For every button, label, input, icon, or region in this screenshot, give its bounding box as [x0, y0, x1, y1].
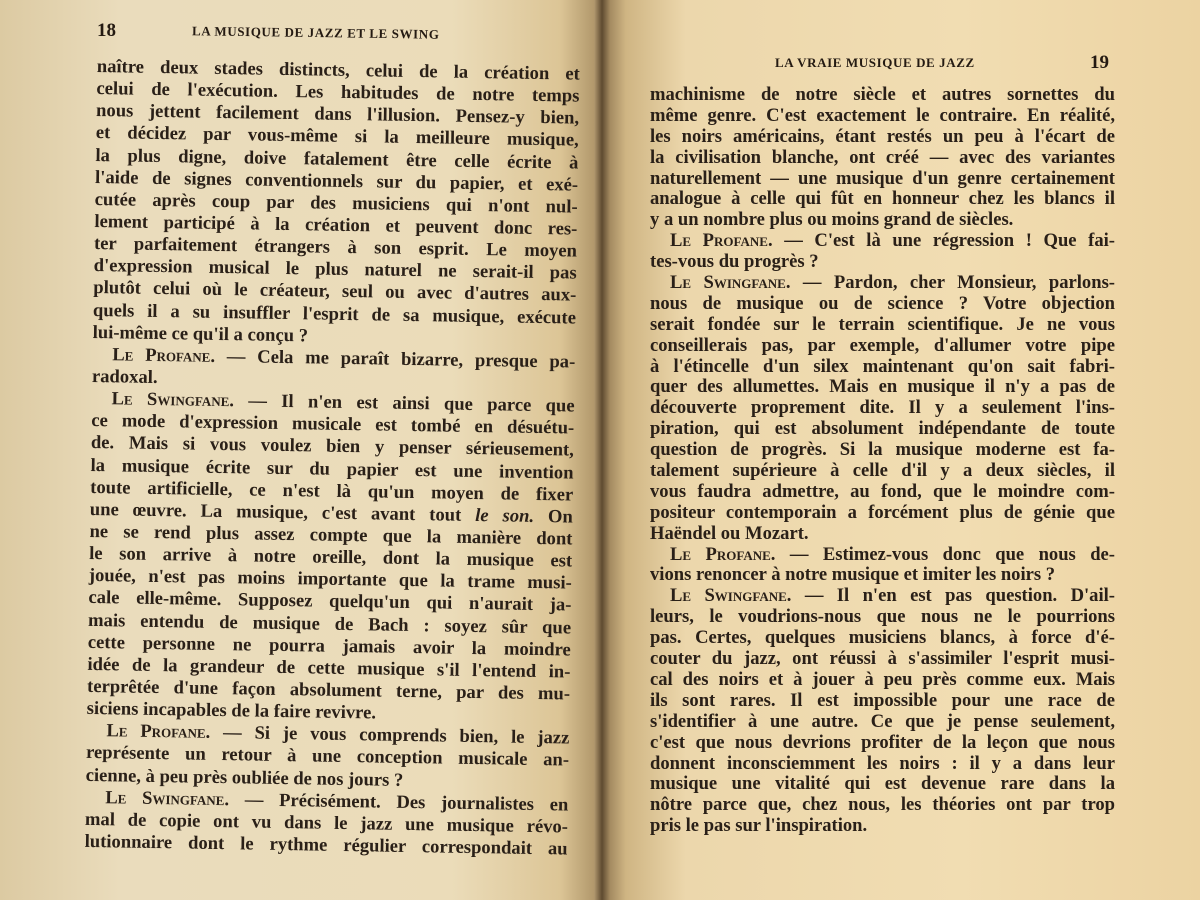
- line-text: s'identifier à une autre. Ce que je pense seulement,: [650, 710, 1115, 732]
- line-text: idée de la grandeur de cette musique s'il l'entend in-: [87, 653, 571, 683]
- line-text: vous faudra admettre, au fond, que le moindre com-: [650, 480, 1115, 502]
- line-text: positeur contemporain a forcément plus de génie que: [650, 501, 1115, 523]
- text-line: [650, 691, 1115, 712]
- speaker-name: Le Profane.: [670, 230, 773, 252]
- line-text: talement supérieure à celle d'il y a deux siècles, il: [650, 460, 1115, 482]
- text-line: [650, 357, 1115, 378]
- line-text: lutionnaire dont le rythme régulier correspondait au: [84, 830, 568, 860]
- text-line: [650, 712, 1115, 733]
- line-text: la civilisation blanche, ont créé — avec des variantes: [650, 146, 1115, 168]
- text-line: [650, 565, 1115, 586]
- speaker-name: Le Swingfane.: [105, 786, 230, 810]
- line-text: conseillerais pas, par exemple, d'allumer votre pipe: [650, 334, 1115, 356]
- speaker-name: Le Profane.: [670, 543, 776, 565]
- line-text: pris le pas sur l'inspiration.: [650, 815, 868, 837]
- speaker-name: Le Swingfane.: [111, 388, 235, 412]
- text-line: [650, 795, 1115, 816]
- line-text: quer des allumettes. Mais en musique il n'y a pas de: [650, 376, 1115, 398]
- text-line: [650, 586, 1115, 607]
- line-text: lement participé à la création et peuvent donc res-: [94, 210, 578, 240]
- line-text: y a un nombre plus ou moins grand de siècles.: [650, 209, 1014, 231]
- line-text: donnent inconsciemment les noirs : il y a dans leur: [650, 752, 1115, 774]
- line-text: cutée après coup par des musiciens qui n'ont nul-: [94, 188, 578, 218]
- line-text: ter parfaitement étrangers à son esprit. Le moyen: [93, 233, 578, 262]
- line-text: la musique écrite sur du papier est une invention: [90, 454, 574, 484]
- line-text: le son arrive à notre oreille, dont la musique est: [89, 543, 573, 572]
- line-text: piration, qui est absolument indépendante de toute: [650, 418, 1115, 440]
- line-text: mal de copie ont vu dans le jazz une musique révo-: [84, 808, 569, 838]
- line-text: musique une vitalité qui est devenue rare dans la: [650, 773, 1115, 795]
- text-line: [650, 816, 1115, 837]
- line-text: et décidez par vous-même si la meilleure musique,: [95, 122, 579, 151]
- book-spine: [594, 0, 610, 900]
- line-text: nous de musique ou de science ? Votre objection: [650, 292, 1115, 314]
- line-text: toute artificielle, ce n'est là qu'un moyen de fixer: [90, 476, 574, 506]
- line-text: — Il n'en est pas question. D'ail-: [791, 585, 1115, 607]
- line-text: cal des noirs et à jouer à peu près comme eux. Mais: [650, 668, 1115, 690]
- text-line: [650, 628, 1115, 649]
- text-line: [650, 210, 1115, 231]
- line-text: naturellement — une musique d'un genre certainement: [650, 167, 1115, 189]
- left-running-head: LA MUSIQUE DE JAZZ ET LE SWING: [191, 23, 440, 42]
- text-line: [650, 670, 1115, 691]
- text-line: [650, 127, 1115, 148]
- line-text: à l'étincelle d'un silex maintenant qu'on sait fabri-: [650, 355, 1115, 377]
- text-line: [650, 419, 1115, 440]
- text-line: [650, 524, 1115, 545]
- text-line: [650, 315, 1115, 336]
- line-text: mais entendu de musique de Bach : soyez sûr que: [87, 609, 572, 639]
- right-page-body: [650, 85, 1115, 837]
- line-text: une œuvre. La musique, c'est avant tout: [89, 498, 476, 526]
- line-text: ne se rend plus assez compte que la manière dont: [89, 520, 573, 550]
- line-text: cienne, à peu près oubliée de nos jours ?: [85, 764, 404, 791]
- line-text: de. Mais si vous voulez bien y penser sérieusement,: [90, 432, 575, 461]
- text-line: [650, 148, 1115, 169]
- line-text: — Pardon, cher Monsieur, parlons-: [790, 272, 1115, 294]
- line-text: leurs, le voudrions-nous que nous ne le pourrions: [650, 606, 1115, 628]
- speaker-name: Le Profane.: [106, 720, 211, 744]
- text-line: [650, 336, 1115, 357]
- left-page-body: [84, 56, 579, 861]
- text-line: [650, 106, 1115, 127]
- line-text: — Cela me paraît bizarre, presque pa-: [214, 345, 576, 373]
- line-text: terprêtée d'une façon absolument terne, par des mu-: [86, 675, 571, 705]
- line-text: cale elle-même. Supposez quelqu'un qui n'aurait ja-: [88, 587, 572, 616]
- line-text: cette personne ne pourra jamais avoir la moindre: [87, 631, 571, 661]
- italic-text: le son.: [475, 504, 535, 527]
- line-text: nôtre parce que, chez nous, les théories ont par trop: [650, 794, 1115, 816]
- line-text: serait fondée sur le terrain scientifique. Je ne vous: [650, 313, 1115, 335]
- line-text: vions renoncer à notre musique et imiter les noirs ?: [650, 564, 1056, 586]
- line-text: nous jettent facilement dans l'illusion. Pensez-y bien,: [95, 100, 580, 129]
- line-text: question de progrès. Si la musique moderne est fa-: [650, 439, 1115, 461]
- text-line: [650, 294, 1115, 315]
- text-line: [650, 482, 1115, 503]
- right-running-head: LA VRAIE MUSIQUE DE JAZZ: [775, 55, 975, 70]
- text-line: [650, 461, 1115, 482]
- line-text: les noirs américains, étant restés un peu à l'écart de: [650, 125, 1115, 147]
- line-text: jouée, n'est pas moins importante que la trame musi-: [88, 565, 572, 594]
- line-text: Haëndel ou Mozart.: [650, 522, 809, 544]
- line-text: naître deux stades distincts, celui de la création et: [96, 56, 580, 85]
- line-text: quels il a su insuffler l'esprit de sa musique, exécute: [92, 299, 577, 329]
- line-text: c'est que nous devrions profiter de la leçon que nous: [650, 731, 1115, 753]
- line-text: pas. Certes, quelques musiciens blancs, à force d'é-: [650, 627, 1115, 649]
- text-line: [650, 169, 1115, 190]
- line-text: — Précisément. Des journalistes en: [228, 788, 569, 816]
- line-text: lui-même ce qu'il a conçu ?: [92, 321, 309, 347]
- text-line: [650, 545, 1115, 566]
- text-line: [650, 607, 1115, 628]
- speaker-name: Le Swingfane.: [670, 272, 791, 294]
- text-line: [650, 252, 1115, 273]
- right-page-number: 19: [1090, 52, 1109, 73]
- line-text: On: [533, 505, 573, 528]
- text-line: [650, 231, 1115, 252]
- text-line: [650, 85, 1115, 106]
- speaker-name: Le Swingfane.: [670, 585, 792, 607]
- line-text: siciens incapables de la faire revivre.: [86, 697, 377, 724]
- line-text: découverte proprement dite. Il y a seulement l'ins-: [650, 397, 1115, 419]
- line-text: — C'est là une régression ! Que fai-: [772, 230, 1116, 252]
- text-line: [650, 440, 1115, 461]
- line-text: représente un retour à une conception musicale an-: [85, 742, 570, 771]
- line-text: la plus digne, doive fatalement être celle écrite à: [95, 144, 579, 174]
- line-text: couter du jazz, ont réussi à s'assimiler l'esprit musi-: [650, 648, 1115, 670]
- line-text: celui de l'exécution. Les habitudes de notre temps: [96, 78, 580, 107]
- text-line: [650, 398, 1115, 419]
- line-text: même genre. C'est exactement le contraire. En réalité,: [650, 104, 1115, 126]
- line-text: — Il n'en est ainsi que parce que: [233, 390, 575, 417]
- line-text: ce mode d'expression musicale est tombé en désuétu-: [91, 410, 575, 439]
- line-text: tes-vous du progrès ?: [650, 251, 819, 273]
- text-line: [650, 377, 1115, 398]
- text-line: [650, 774, 1115, 795]
- text-line: [650, 754, 1115, 775]
- line-text: radoxal.: [91, 365, 158, 388]
- line-text: machinisme de notre siècle et autres sornettes du: [650, 84, 1115, 105]
- text-line: [650, 189, 1115, 210]
- text-line: [650, 273, 1115, 294]
- line-text: plutôt celui où le créateur, seul ou avec d'autres aux-: [93, 277, 577, 306]
- text-line: [650, 503, 1115, 524]
- text-line: [650, 649, 1115, 670]
- line-text: analogue à celle qui fût en honneur chez les blancs il: [650, 188, 1115, 210]
- line-text: ils sont rares. Il est impossible pour une race de: [650, 689, 1115, 711]
- line-text: — Si je vous comprends bien, le jazz: [210, 722, 570, 749]
- left-page-number: 18: [97, 20, 116, 41]
- speaker-name: Le Profane.: [112, 344, 216, 367]
- line-text: d'expression musical le plus naturel ne serait-il pas: [93, 255, 577, 284]
- text-line: [650, 733, 1115, 754]
- line-text: l'aide de signes conventionnels sur du papier, et exé-: [94, 166, 579, 196]
- line-text: — Estimez-vous donc que nous de-: [775, 543, 1115, 565]
